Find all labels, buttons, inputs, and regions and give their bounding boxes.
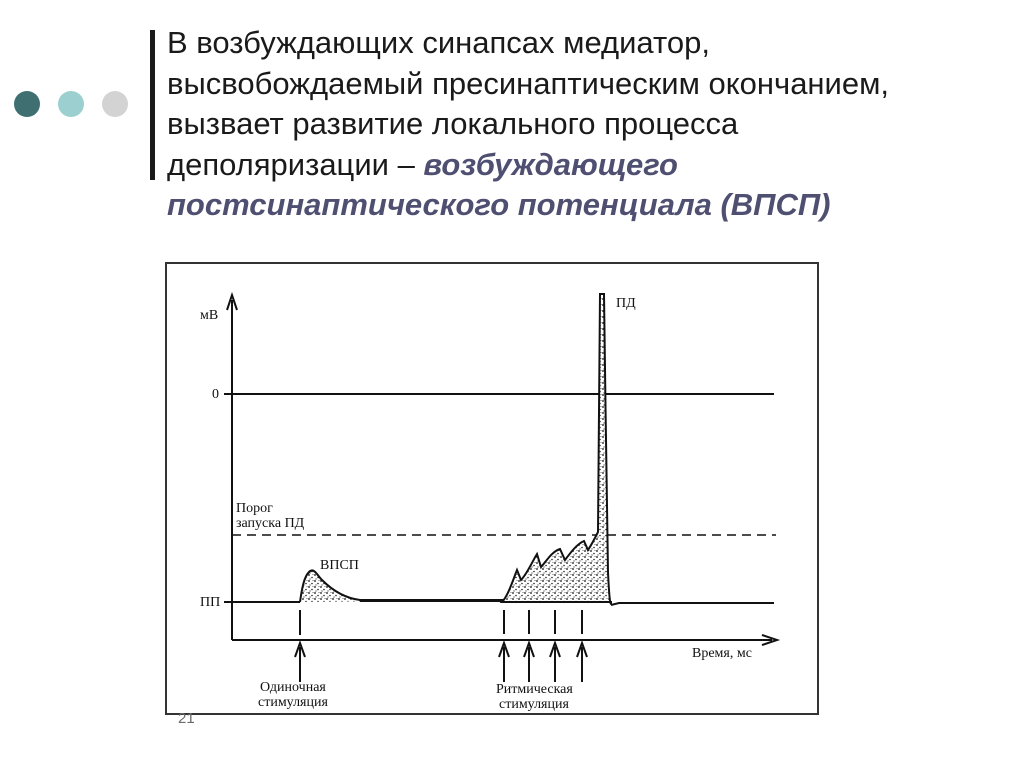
y-axis-unit-label: мВ bbox=[200, 308, 219, 323]
resting-potential-label: ПП bbox=[200, 595, 221, 610]
single-stim-label-line-2: стимуляция bbox=[258, 695, 328, 710]
title-line-5-emphasis: постсинаптического потенциала (ВПСП) bbox=[167, 187, 831, 222]
decor-dot-3 bbox=[102, 91, 128, 117]
slide-number: 21 bbox=[178, 710, 195, 727]
epsp-diagram bbox=[164, 262, 820, 717]
slide-title bbox=[167, 23, 987, 226]
action-potential-label: ПД bbox=[616, 296, 636, 311]
title-line-1: В возбуждающих синапсах медиатор, bbox=[167, 25, 710, 60]
single-stim-label-line-1: Одиночная bbox=[260, 680, 326, 695]
threshold-label-line-1: Порог bbox=[236, 501, 273, 516]
rhythmic-stim-label-line-2: стимуляция bbox=[499, 697, 569, 712]
after-ap-baseline bbox=[611, 603, 774, 605]
rhythmic-stim-arrows bbox=[499, 610, 587, 682]
title-accent-bar bbox=[150, 30, 155, 180]
x-axis-label: Время, мс bbox=[692, 646, 752, 661]
title-line-2: высвобождаемый пресинаптическим окончанием, bbox=[167, 65, 890, 101]
decor-dot-2 bbox=[58, 91, 84, 117]
summation-and-action-potential bbox=[502, 294, 611, 604]
epsp-curve bbox=[300, 570, 504, 602]
decor-dot-1 bbox=[14, 91, 40, 117]
zero-label: 0 bbox=[212, 387, 219, 402]
title-line-4 bbox=[167, 145, 987, 186]
title-line-4-plain: деполяризации – bbox=[167, 146, 424, 182]
rhythmic-stim-label-line-1: Ритмическая bbox=[496, 682, 573, 697]
threshold-label-line-2: запуска ПД bbox=[236, 516, 305, 531]
title-line-3: вызвает развитие локального процесса bbox=[167, 106, 739, 141]
title-line-4-emphasis: возбуждающего bbox=[423, 146, 678, 182]
epsp-label: ВПСП bbox=[320, 558, 359, 573]
